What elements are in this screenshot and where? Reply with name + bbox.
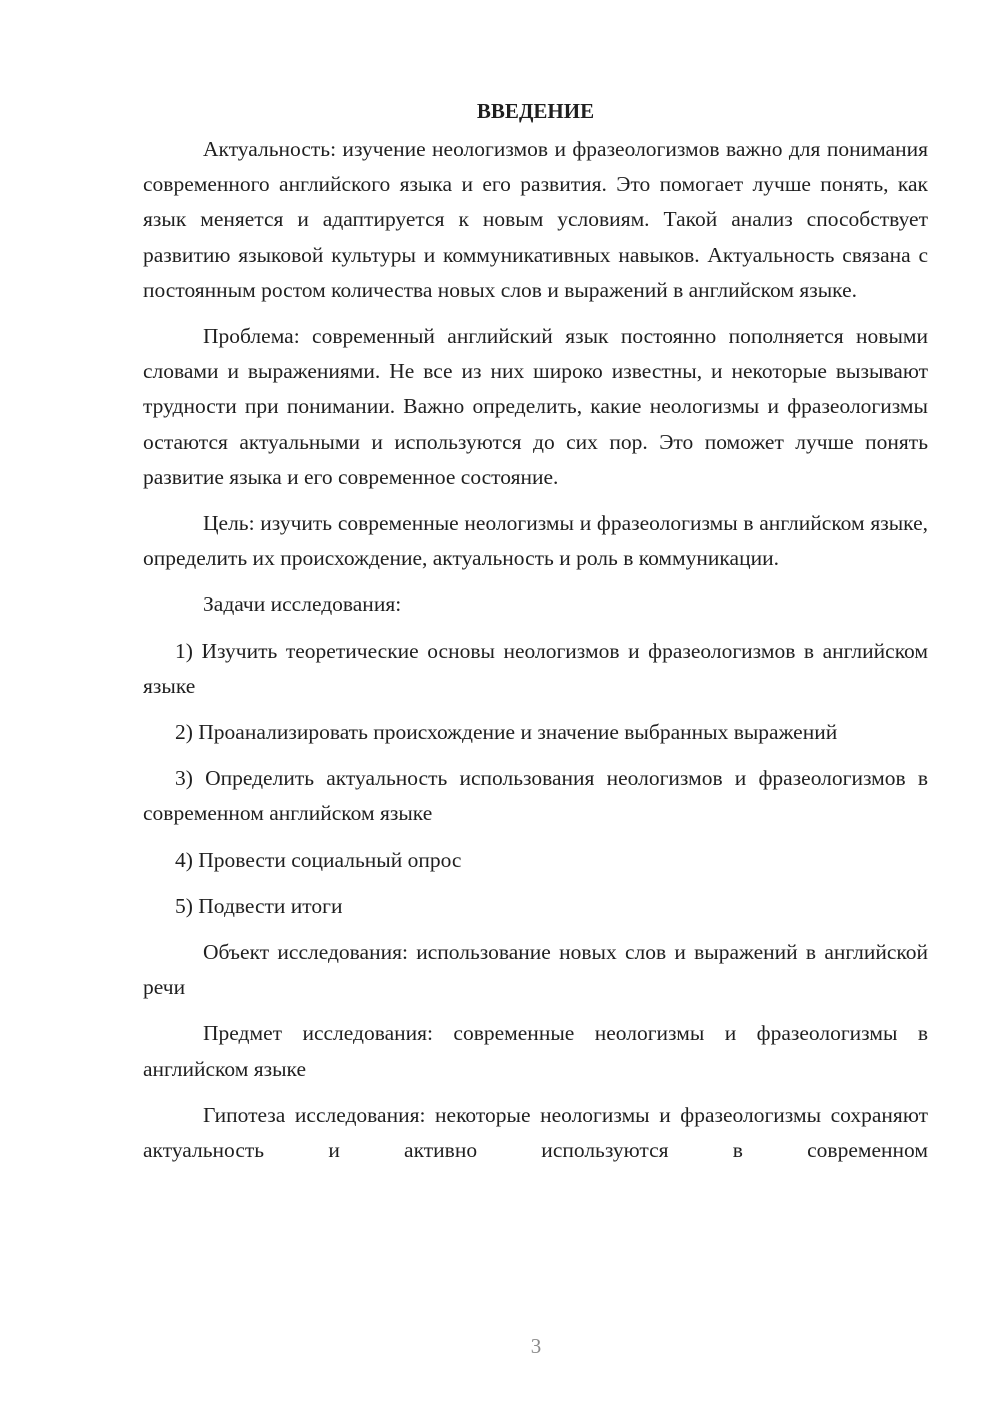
task-item-5: 5) Подвести итоги [175, 893, 343, 918]
subject-paragraph: Предмет исследования: современные неологизмы и фразеологизмы в английском языке [143, 1021, 928, 1081]
task-item-1: 1) Изучить теоретические основы неологизмов и фразеологизмов в английском языке [143, 638, 928, 698]
task-item-4: 4) Провести социальный опрос [175, 847, 462, 872]
object-paragraph: Объект исследования: использование новых слов и выражений в английской речи [143, 940, 928, 1000]
task-item-2: 2) Проанализировать происхождение и значение выбранных выражений [175, 720, 838, 745]
tasks-title: Задачи исследования: [203, 592, 402, 617]
task-item-3: 3) Определить актуальность использования неологизмов и фразеологизмов в современном английском языке [143, 766, 928, 826]
relevance-paragraph: Актуальность: изучение неологизмов и фразеологизмов важно для понимания современного английского языка и его развития. Это помогает лучше понять, как язык меняется и адаптируется к новым условиям. Такой анализ способствует развитию языковой культуры и коммуникативных навыков. Актуальность связана с постоянным ростом количества новых слов и выражений в английском языке. [143, 137, 928, 302]
problem-paragraph: Проблема: современный английский язык постоянно пополняется новыми словами и выражениями. Не все из них широко известны, и некоторые вызывают трудности при понимании. Важно определить, какие неологизмы и фразеологизмы остаются актуальными и используются до сих пор. Это поможет лучше понять развитие языка и его современное состояние. [143, 324, 928, 489]
goal-paragraph: Цель: изучить современные неологизмы и фразеологизмы в английском языке, определить их происхождение, актуальность и роль в коммуникации. [143, 511, 928, 571]
hypothesis-paragraph: Гипотеза исследования: некоторые неологизмы и фразеологизмы сохраняют актуальность и активно используются в современном [143, 1102, 928, 1163]
page-number: 3 [530, 1334, 542, 1358]
section-heading: ВВЕДЕНИЕ [476, 99, 595, 123]
document-page [143, 96, 928, 1179]
